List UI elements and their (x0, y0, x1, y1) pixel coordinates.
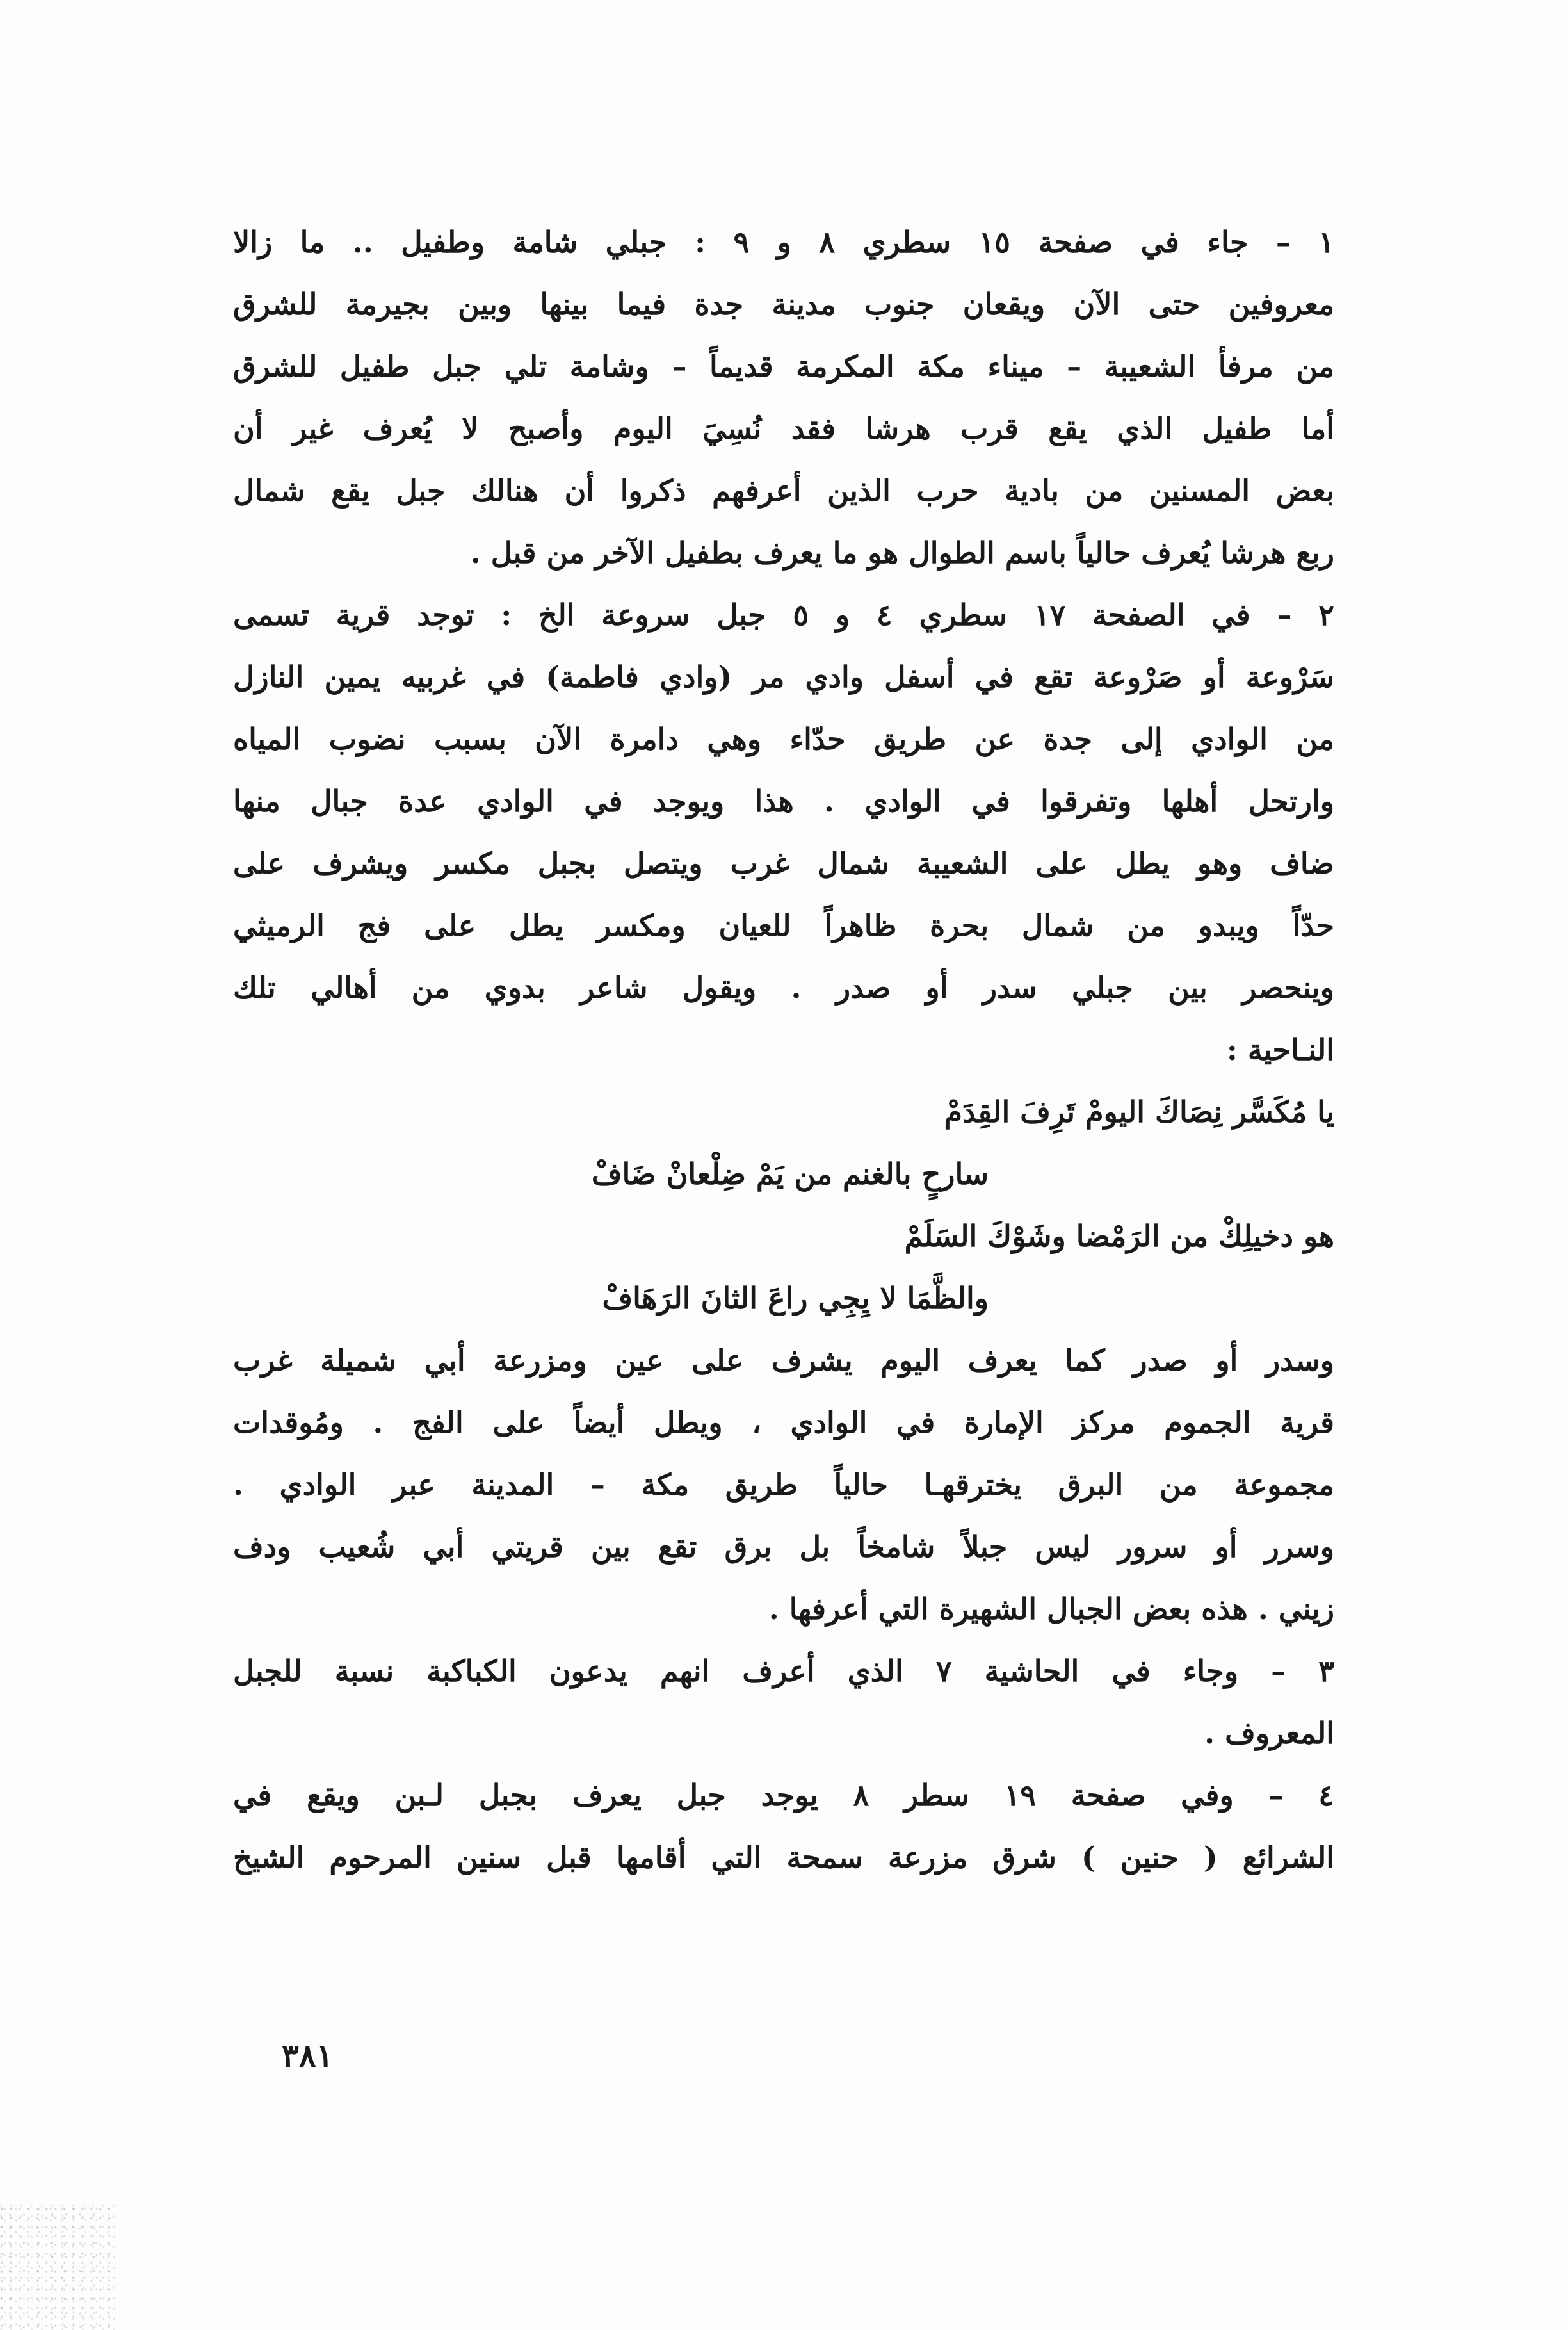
text-line: وسرر أو سرور ليس جبلاً شامخاً بل برق تقع بين قريتي أبي شُعيب ودف (233, 1529, 1334, 1564)
text-line: معروفين حتى الآن ويقعان جنوب مدينة جدة فيما بينها وبين بجيرمة للشرق (233, 287, 1334, 322)
poem-verses (233, 1081, 1334, 1330)
text-line: وارتحل أهلها وتفرقوا في الوادي . هذا ويوجد في الوادي عدة جبال منها (233, 784, 1334, 819)
text-line: ٤ – وفي صفحة ١٩ سطر ٨ يوجد جبل يعرف بجبل لـبن ويقع في (233, 1778, 1334, 1813)
text-line: النـاحية : (1226, 1032, 1334, 1067)
verse-line: والظَّمَا لا يِجِي راعَ الثانَ الرَهَافْ (602, 1281, 989, 1316)
text-line: ضاف وهو يطل على الشعيبة شمال غرب ويتصل بجبل مكسر ويشرف على (233, 846, 1334, 881)
text-line: زيني . هذه بعض الجبال الشهيرة التي أعرفها . (768, 1592, 1334, 1626)
text-line: مجموعة من البرق يخترقهـا حالياً طريق مكة – المدينة عبر الوادي . (233, 1467, 1334, 1502)
text-line: ٣ – وجاء في الحاشية ٧ الذي أعرف انهم يدعون الكباكبة نسبة للجبل (233, 1654, 1334, 1688)
text-line: أما طفيل الذي يقع قرب هرشا فقد نُسِيَ اليوم وأصبح لا يُعرف غير أن (233, 411, 1334, 446)
text-line: سَرْوعة أو صَرْوعة تقع في أسفل وادي مر (وادي فاطمة) في غربيه يمين النازل (233, 660, 1334, 694)
page-number: ٣٨١ (282, 2037, 334, 2074)
text-line: وسدر أو صدر كما يعرف اليوم يشرف على عين ومزرعة أبي شميلة غرب (233, 1343, 1334, 1378)
text-line: المعروف . (1204, 1716, 1334, 1750)
verse-line: سارحٍ بالغنم من يَمْ ضِلْعانْ ضَافْ (591, 1157, 989, 1191)
text-line: ٢ – في الصفحة ١٧ سطري ٤ و ٥ جبل سروعة الخ : توجد قرية تسمى (233, 598, 1334, 632)
verse-line: هو دخيلِكْ من الرَمْضا وشَوْكَ السَلَمْ (904, 1219, 1334, 1253)
text-line: ١ – جاء في صفحة ١٥ سطري ٨ و ٩ : جبلي شامة وطفيل .. ما زالا (233, 225, 1334, 259)
scan-noise (0, 2202, 115, 2330)
verse-line: يا مُكَسَّر نِصَاكَ اليومْ تَرِفَ القِدَمْ (944, 1095, 1334, 1129)
text-line: الشرائع ( حنين ) شرق مزرعة سمحة التي أقامها قبل سنين المرحوم الشيخ (233, 1840, 1334, 1875)
text-line: بعض المسنين من بادية حرب الذين أعرفهم ذكروا أن هنالك جبل يقع شمال (233, 473, 1334, 508)
text-line: حدّاً ويبدو من شمال بحرة ظاهراً للعيان ومكسر يطل على فج الرميثي (233, 908, 1334, 943)
text-line: من الوادي إلى جدة عن طريق حدّاء وهي دامرة الآن بسبب نضوب المياه (233, 722, 1334, 756)
text-line: ربع هرشا يُعرف حالياً باسم الطوال هو ما يعرف بطفيل الآخر من قبل . (470, 535, 1334, 570)
text-line: وينحصر بين جبلي سدر أو صدر . ويقول شاعر بدوي من أهالي تلك (233, 970, 1334, 1005)
body-text (233, 211, 1334, 1889)
text-line: قرية الجموم مركز الإمارة في الوادي ، ويطل أيضاً على الفج . ومُوقدات (233, 1405, 1334, 1440)
text-line: من مرفأ الشعيبة – ميناء مكة المكرمة قديماً – وشامة تلي جبل طفيل للشرق (233, 349, 1334, 384)
